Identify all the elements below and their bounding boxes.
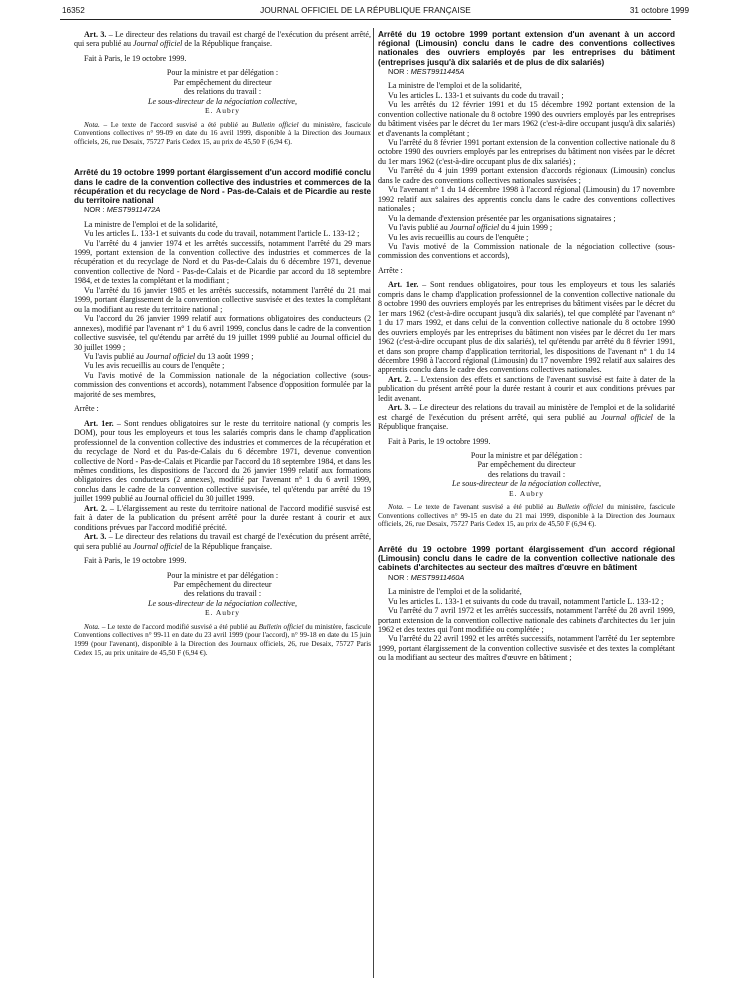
nor-left: NOR : MEST9911472A xyxy=(84,205,161,215)
para: La ministre de l'emploi et de la solidarité, xyxy=(388,81,522,91)
signature-top: Pour la ministre et par délégation : Par empêchement du directeur des relations du travail : Le sous-directeur de la négociation collective, E. Aubry xyxy=(148,68,297,116)
para: Vu la demande d'extension présentée par les organisations signataires ; xyxy=(388,213,616,223)
fait-top: Fait à Paris, le 19 octobre 1999. xyxy=(84,53,187,63)
nota-top: Nota. – Le texte de l'accord susvisé a été publié au Bulletin officiel du ministère, fascicule Conventions collectives n° 99-09 en date du 16 avril 1999, disponible à la Direction des Journaux officiels, 26, rue Desaix, 75727 Paris Cedex 15, au prix de 45,50 F (6,94 €). xyxy=(74,120,372,146)
para: Vu les avis recueillis au cours de l'enquête ; xyxy=(388,232,529,242)
para: Vu l'arrêté du 22 avril 1992 et les arrêtés successifs, notamment l'arrêté du 1er septembre 1999, portant élargissement de la convention collective susvisée et des textes la complétant ou la modifiant au secteur des maîtres d'œuvre en bâtiment ; xyxy=(378,634,675,663)
decree-title-left: Arrêté du 19 octobre 1999 portant élargissement d'un accord modifié conclu dans le cadre de la convention collective des industries et commerces de la récupération et du recyclage de Nord - Pas-de-Calais et de Picardie au reste du territoire national xyxy=(74,168,371,206)
article-2: Art. 2. – L'élargissement au reste du territoire national de l'accord modifié susvisé est fait à dater de la publication du présent arrêté pour la durée restant à courir et aux conditions prévues par l'accord modifié précité. xyxy=(74,503,371,532)
page-number: 16352 xyxy=(62,6,85,15)
para: Vu les avis recueillis au cours de l'enquête ; xyxy=(84,361,225,371)
issue-date: 31 octobre 1999 xyxy=(629,6,689,15)
article-1: Art. 1er. – Sont rendues obligatoires sur le reste du territoire national (y compris les DOM), pour tous les employeurs et tous les salariés compris dans le champ d'application professionnel de la convention collective des industries et commerces de la récupération et du recyclage de Nord et du Pas-de-Calais du 6 décembre 1971, devenue convention collective de Nord - Pas-de-Calais et Picardie par l'accord du 18 septembre 1984, et dans les mêmes conditions, les dispositions de l'accord du 26 janvier 1999 relatif aux formations obligatoires des conducteurs (2 annexes), modifié par l'avenant n° 1 du 6 avril 1999, conclus dans le cadre de la convention collective susvisée, tel qu'étendu par arrêté du 19 juillet 1999 publié au Journal officiel du 30 juillet 1999. xyxy=(74,418,371,504)
para: Vu l'arrêté du 4 janvier 1974 et les arrêtés successifs, notamment l'arrêté du 29 mars 1999, portant extension de la convention collective des industries et commerces de la récupération et du recyclage de Nord et du Pas-de-Calais du 6 décembre 1971, devenue convention collective de Nord - Pas-de-Calais et de Picardie par accord du 18 septembre 1984, et de textes la complétant et la modifiant ; xyxy=(74,238,371,286)
right-column xyxy=(378,30,675,663)
nota-right: Nota. – Le texte de l'avenant susvisé a été publié au Bulletin officiel du ministère, fascicule Conventions collectives n° 99-15 en date du 21 mai 1999, disponible à la Direction des Journaux officiels, 26, rue Desaix, 75727 Paris Cedex 15, au prix de 45,50 F (6,94 €). xyxy=(378,503,675,529)
nor-right-2: NOR : MEST9911460A xyxy=(388,572,465,582)
para: La ministre de l'emploi et de la solidarité, xyxy=(388,587,522,597)
para: Vu les articles L. 133-1 et suivants du code du travail, notamment l'article L. 133-12 ; xyxy=(84,229,360,239)
nor-right-1: NOR : MEST9911445A xyxy=(388,66,465,76)
para: Vu les articles L. 133-1 et suivants du code du travail, notamment l'article L. 133-12 ; xyxy=(388,596,664,606)
para: Vu l'avis motivé de la Commission nationale de la négociation collective (sous-commission des conventions et accords), xyxy=(378,241,675,261)
para: Vu l'arrêté du 4 juin 1999 portant extension d'accords régionaux (Limousin) conclus dans le cadre des conventions collectives nationales susvisées ; xyxy=(378,166,675,185)
decree-title-right-2: Arrêté du 19 octobre 1999 portant élargissement d'un accord régional (Limousin) conclu dans le cadre de la convention collective nationale des cabinets d'architectes au secteur des maîtres d'œuvre en bâtiment xyxy=(378,545,675,573)
para: Vu l'avis motivé de la Commission nationale de la négociation collective (sous-commission des conventions et accords), notamment l'absence d'opposition formulée par la majorité de ses membres, xyxy=(74,370,371,399)
article-3-top: Art. 3. – Le directeur des relations du travail est chargé de l'exécution du présent arrêté, qui sera publié au Journal officiel de la République française. xyxy=(74,30,372,49)
para: Vu les articles L. 133-1 et suivants du code du travail ; xyxy=(388,90,564,100)
decree-title-right-1: Arrêté du 19 octobre 1999 portant extension d'un avenant à un accord régional (Limousin) conclu dans le cadre des conventions collectives nationales des ouvriers employés par les entreprises du bâtiment (entreprises jusqu'à dix salariés et de plus de dix salariés) xyxy=(378,30,675,67)
left-column xyxy=(74,30,371,657)
para: Vu l'arrêté du 8 février 1991 portant extension de la convention collective nationale du 8 octobre 1990 des ouvriers employés par les entreprises du bâtiment non visées par le décret du 1er mars 1962 (c'est-à-dire occupant plus de dix salariés) ; xyxy=(378,137,675,166)
column-divider xyxy=(373,28,374,978)
article-1-right: Art. 1er. – Sont rendues obligatoires, pour tous les employeurs et tous les salariés compris dans le champ d'application professionnel de la convention collective nationale du 8 octobre 1990 des ouvriers employés par les entreprises du bâtiment visées par le décret du 1er mars 1962 (c'est-à-dire occupant jusqu'à dix salariés), tel que complété par l'avenant n° 1 du 17 mars 1992, et dans celui de la convention collective nationale du 8 octobre 1990 des ouvriers employés par les entreprises du bâtiment non visées par le décret du 1er mars 1962 (c'est-à-dire occupant plus de dix salariés), tel qu'étendu par arrêté du 8 février 1991, et dans son propre champ d'application territorial, les dispositions de l'avenant n° 1 du 14 décembre 1998 à l'accord régional (Limousin) du 17 novembre 1992 relatif aux salaires des apprentis conclu dans le cadre des conventions collectives nationales. xyxy=(378,280,675,375)
header-rule xyxy=(60,19,671,20)
signature: Pour la ministre et par délégation : Par empêchement du directeur des relations du travail : Le sous-directeur de la négociation collective, E. Aubry xyxy=(148,570,297,618)
fait-right: Fait à Paris, le 19 octobre 1999. xyxy=(388,436,491,446)
para: Vu l'accord du 26 janvier 1999 relatif aux formations obligatoires des conducteurs (2 annexes), modifié par l'avenant n° 1 du 6 avril 1999, conclus dans le cadre de la convention collective susvisée, tel qu'étendu par arrêté du 19 juillet 1999 publié au Journal officiel du 30 juillet 1999 ; xyxy=(74,314,371,352)
para: Vu l'avis publié au Journal officiel du 4 juin 1999 ; xyxy=(388,223,553,233)
article-3: Art. 3. – Le directeur des relations du travail est chargé de l'exécution du présent arrêté, qui sera publié au Journal officiel de la République française. xyxy=(74,532,372,551)
para: La ministre de l'emploi et de la solidarité, xyxy=(84,219,218,229)
para: Vu l'avis publié au Journal officiel du 13 août 1999 ; xyxy=(84,352,254,362)
fait: Fait à Paris, le 19 octobre 1999. xyxy=(84,556,187,566)
arrete-heading: Arrête : xyxy=(74,404,99,414)
signature-right: Pour la ministre et par délégation : Par empêchement du directeur des relations du travail : Le sous-directeur de la négociation collective, E. Aubry xyxy=(452,451,601,498)
para: Vu l'arrêté du 16 janvier 1985 et les arrêtés successifs, notamment l'arrêté du 21 mai 1999, portant élargissement de la convention collective susvisée et des textes la complétant ou la modifiant au reste du territoire national ; xyxy=(74,285,371,314)
para: Vu l'arrêté du 7 avril 1972 et les arrêtés successifs, notamment l'arrêté du 28 avril 1999, portant extension de la convention collective nationale des cabinets d'architectes du 1er juin 1962 et des textes qui l'ont modifiée ou complétée ; xyxy=(378,606,675,634)
journal-title: JOURNAL OFFICIEL DE LA RÉPUBLIQUE FRANÇAISE xyxy=(260,6,471,15)
article-3-right: Art. 3. – Le directeur des relations du travail au ministère de l'emploi et de la solidarité est chargé de l'exécution du présent arrêté, qui sera publié au Journal officiel de la République française. xyxy=(378,403,676,432)
para: Vu l'avenant n° 1 du 14 décembre 1998 à l'accord régional (Limousin) du 17 novembre 1992 relatif aux salaires des apprentis conclu dans le cadre des conventions collectives nationales ; xyxy=(378,185,675,214)
article-2-right: Art. 2. – L'extension des effets et sanctions de l'avenant susvisé est faite à dater de la publication du présent arrêté pour la durée restant à courir et aux conditions prévues par ledit avenant. xyxy=(378,374,676,403)
nota: Nota. – Le texte de l'accord modifié susvisé a été publié au Bulletin officiel du ministère, fascicule Conventions collectives n° 99-11 en date du 23 avril 1999 (pour l'accord), n° 99-18 en date du 15 juin 1999 (pour l'avenant), disponible à la Direction des Journaux officiels, 26, rue Desaix, 75727 Paris Cedex 15, au prix unitaire de 45,50 F (6,94 €). xyxy=(74,622,372,657)
para: Vu les arrêtés du 12 février 1991 et du 15 décembre 1992 portant extension de la convention collective nationale du 8 octobre 1990 des ouvriers employés par les entreprises du bâtiment visées par le décret du 1er mars 1962 (c'est-à-dire occupant jusqu'à dix salariés) et d'avenants la complétant ; xyxy=(378,100,675,138)
arrete-heading-right: Arrête : xyxy=(378,265,403,275)
